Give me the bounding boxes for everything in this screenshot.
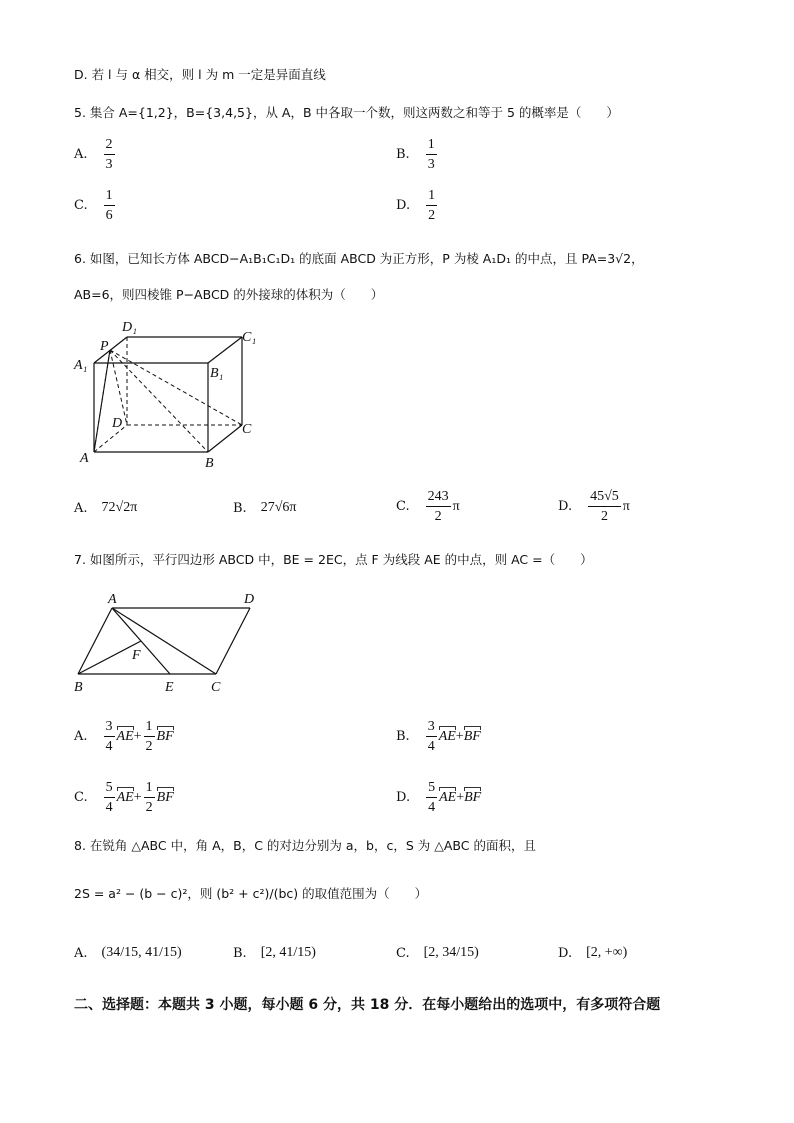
vector-ae: AE xyxy=(116,789,134,805)
label-d: D xyxy=(112,416,123,431)
vector-bf: BF xyxy=(464,789,482,805)
q4-option-d: D. 若 l 与 α 相交，则 l 为 m 一定是异面直线 xyxy=(74,67,326,82)
option-label: B. xyxy=(396,729,410,744)
q6-option-b[interactable] xyxy=(233,500,296,516)
option-value: 27√6π xyxy=(260,500,297,515)
option-value: 72√2π xyxy=(101,500,138,515)
q7-parallelogram-figure xyxy=(70,588,270,698)
label-b1: B₁ xyxy=(210,366,224,381)
option-label: D. xyxy=(558,499,573,514)
label-e: E xyxy=(165,680,174,695)
label-c1: C₁ xyxy=(242,330,257,345)
q5-option-c[interactable] xyxy=(74,187,117,224)
option-label: C. xyxy=(396,945,410,961)
fraction: $\frac{243}{2}$ xyxy=(427,489,449,524)
q8-option-d[interactable] xyxy=(558,945,627,961)
q6-option-c[interactable] xyxy=(396,488,460,525)
vector-bf: BF xyxy=(463,728,481,744)
vector-bf: BF xyxy=(156,789,174,805)
vector-ae: AE xyxy=(116,728,134,744)
fraction: $\frac{1}{2}$ xyxy=(145,719,153,754)
q7-option-d[interactable] xyxy=(396,779,481,816)
label-d: D xyxy=(244,592,255,607)
fraction: $\frac{1}{2}$ xyxy=(145,780,153,815)
fraction: $\frac{2}{3}$ xyxy=(105,137,113,172)
fraction: $\frac{3}{4}$ xyxy=(105,719,113,754)
label-p: P xyxy=(100,339,109,354)
option-label: D. xyxy=(396,790,411,805)
option-value: [2, 34/15) xyxy=(423,945,479,960)
q8-stem-line2: 2S = a² − (b − c)²，则 (b² + c²)/(bc) 的取值范围为（ ） xyxy=(74,886,428,901)
plus-sign: + xyxy=(133,728,142,744)
option-value: [2, 41/15) xyxy=(260,945,316,960)
fraction: $\frac{1}{2}$ xyxy=(428,188,436,223)
q8-option-c[interactable] xyxy=(396,945,479,961)
q5-stem: 5. 集合 A={1,2}，B={3,4,5}，从 A，B 中各取一个数，则这两数之和等于 5 的概率是（ ） xyxy=(74,105,619,120)
vector-ae: AE xyxy=(439,789,457,805)
plus-sign: + xyxy=(455,728,464,744)
fraction: $\frac{5}{4}$ xyxy=(105,780,113,815)
label-f: F xyxy=(132,648,141,663)
q6-stem-line1: 6. 如图，已知长方体 ABCD−A₁B₁C₁D₁ 的底面 ABCD 为正方形，P 为棱 A₁D₁ 的中点，且 PA=3√2， xyxy=(74,251,644,266)
pi-symbol: π xyxy=(622,498,630,514)
q5-option-d[interactable] xyxy=(396,187,439,224)
label-b: B xyxy=(74,680,83,695)
option-value: (34/15, 41/15) xyxy=(101,945,182,960)
q5-option-b[interactable] xyxy=(396,136,439,173)
fraction: $\frac{5}{4}$ xyxy=(428,780,436,815)
option-label: A. xyxy=(74,147,88,162)
section-2-heading: 二、选择题：本题共 3 小题，每小题 6 分，共 18 分．在每小题给出的选项中，有多项符合题 xyxy=(74,997,661,1013)
q7-option-a[interactable] xyxy=(74,718,174,755)
q7-option-b[interactable] xyxy=(396,718,481,755)
label-b: B xyxy=(205,456,214,471)
option-value: [2, +∞) xyxy=(586,945,628,960)
option-label: A. xyxy=(74,500,88,516)
option-label: A. xyxy=(74,945,88,961)
q7-option-c[interactable] xyxy=(74,779,174,816)
fraction: $\frac{1}{3}$ xyxy=(427,137,435,172)
option-label: D. xyxy=(558,945,573,961)
option-label: C. xyxy=(74,790,88,805)
q6-option-a[interactable] xyxy=(74,500,137,516)
q6-stem-line2: AB=6，则四棱锥 P−ABCD 的外接球的体积为（ ） xyxy=(74,287,384,302)
option-label: C. xyxy=(396,499,410,514)
pi-symbol: π xyxy=(452,498,460,514)
option-label: C. xyxy=(74,198,88,213)
label-c: C xyxy=(211,680,221,695)
label-a: A xyxy=(80,451,89,466)
fraction: $\frac{45√5}{2}$ xyxy=(590,489,619,524)
plus-sign: + xyxy=(456,789,465,805)
option-label: B. xyxy=(233,500,247,516)
vector-ae: AE xyxy=(438,728,456,744)
q8-option-b[interactable] xyxy=(233,945,316,961)
label-a1: A₁ xyxy=(74,358,88,373)
option-label: D. xyxy=(396,198,411,213)
q7-stem: 7. 如图所示，平行四边形 ABCD 中，BE = 2EC，点 F 为线段 AE 的中点，则 AC =（ ） xyxy=(74,552,593,567)
label-d1: D₁ xyxy=(122,320,137,335)
option-label: B. xyxy=(233,945,247,961)
label-c: C xyxy=(242,422,252,437)
option-label: B. xyxy=(396,147,410,162)
plus-sign: + xyxy=(133,789,142,805)
vector-bf: BF xyxy=(156,728,174,744)
label-a: A xyxy=(108,592,117,607)
q8-option-a[interactable] xyxy=(74,945,182,961)
q5-option-a[interactable] xyxy=(74,136,117,173)
fraction: $\frac{1}{6}$ xyxy=(105,188,113,223)
q6-cuboid-figure xyxy=(70,315,270,475)
fraction: $\frac{3}{4}$ xyxy=(427,719,435,754)
q6-option-d[interactable] xyxy=(558,488,630,525)
option-label: A. xyxy=(74,729,88,744)
q8-stem-line1: 8. 在锐角 △ABC 中，角 A，B，C 的对边分别为 a，b，c，S 为 △ABC 的面积，且 xyxy=(74,838,536,853)
